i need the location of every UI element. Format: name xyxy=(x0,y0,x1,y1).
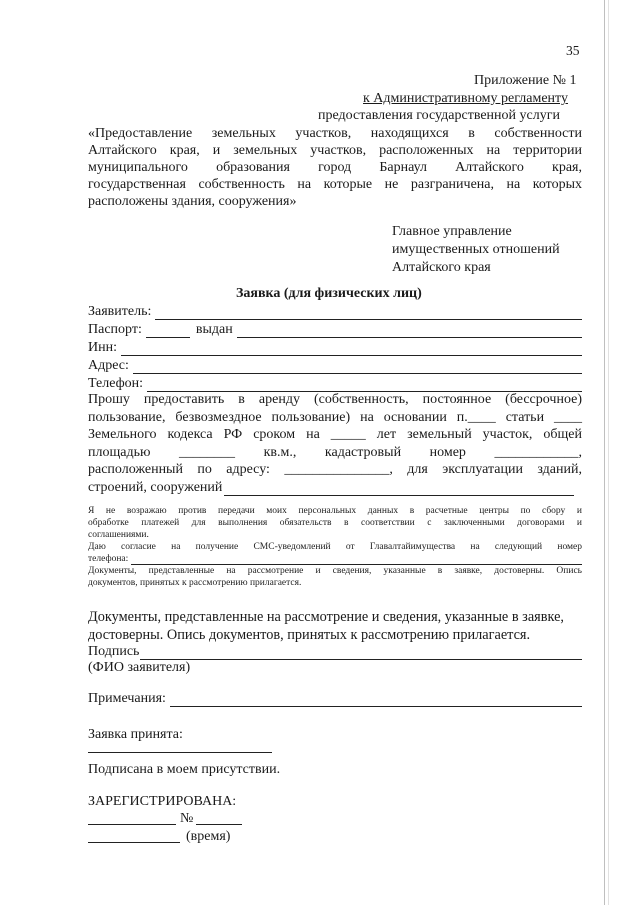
consent-phone-label: телефона: xyxy=(88,554,129,564)
appendix-line: Алтайского края, и земельных участков, расположенных на территории xyxy=(88,143,582,158)
applicant-line[interactable] xyxy=(155,306,582,320)
signature-field[interactable] xyxy=(88,642,582,660)
applicant-field[interactable] xyxy=(88,302,582,320)
address-field[interactable] xyxy=(88,356,582,374)
issued-label: выдан xyxy=(195,322,233,337)
passport-label: Паспорт: xyxy=(88,322,142,337)
declaration-line: Документы, представленные на рассмотрение и сведения, указанные в заявке, xyxy=(88,609,565,625)
signed-presence: Подписана в моем присутствии. xyxy=(88,762,281,777)
registered-time-line[interactable] xyxy=(88,842,180,843)
request-line: Прошу предоставить в аренду (собственность, постоянное (бессрочное) xyxy=(88,392,582,407)
registered-date-line[interactable] xyxy=(88,824,176,825)
consent-line: соглашениями. xyxy=(88,530,149,540)
phone-label: Телефон: xyxy=(88,376,144,391)
inn-field[interactable] xyxy=(88,338,582,356)
notes-label: Примечания: xyxy=(88,691,166,706)
consent-phone-row[interactable] xyxy=(88,553,582,565)
inn-line[interactable] xyxy=(121,342,582,356)
consent-line: Даю согласие на получение СМС-уведомлений от Главалтайимущества на следующий номер xyxy=(88,542,582,552)
request-last-label: строений, сооружений xyxy=(88,479,223,495)
signature-fio: (ФИО заявителя) xyxy=(88,660,191,675)
notes-line[interactable] xyxy=(170,693,582,707)
form-title: Заявка (для физических лиц) xyxy=(236,286,422,301)
applicant-label: Заявитель: xyxy=(88,304,152,319)
appendix-service: предоставления государственной услуги xyxy=(318,108,560,123)
registered-title: ЗАРЕГИСТРИРОВАНА: xyxy=(88,794,237,809)
request-last-line xyxy=(88,479,582,497)
passport-field[interactable] xyxy=(88,320,582,338)
consent-phone-line[interactable] xyxy=(131,555,582,565)
request-line: площадью ________ кв.м., кадастровый номер ____________, xyxy=(88,444,582,460)
passport-number-line[interactable] xyxy=(146,324,190,338)
declaration-line: достоверны. Опись документов, принятых к рассмотрению прилагается. xyxy=(88,627,531,643)
appendix-paragraph xyxy=(88,125,582,210)
signature-label: Подпись xyxy=(88,644,140,659)
signature-line[interactable] xyxy=(140,646,582,660)
appendix-line: муниципального образования город Барнаул Алтайского края, xyxy=(88,160,582,175)
appendix-line: «Предоставление земельных участков, находящихся в собственности xyxy=(88,126,582,141)
issued-line[interactable] xyxy=(237,324,582,338)
address-line[interactable] xyxy=(133,360,582,374)
appendix-line: государственная собственность на которые не разграничена, на которых xyxy=(88,177,582,192)
accepted-label: Заявка принята: xyxy=(88,727,183,742)
registered-time-label: (время) xyxy=(186,829,231,844)
notes-field[interactable] xyxy=(88,689,582,707)
request-paragraph xyxy=(88,391,582,496)
request-line: Земельного кодекса РФ сроком на _____ лет земельный участок, общей xyxy=(88,427,582,442)
scan-edge xyxy=(604,0,605,905)
consent-line: Я не возражаю против передачи моих персональных данных в расчетные центры по сбору и xyxy=(88,506,582,516)
request-line: пользование, безвозмездное пользование) на основании п.____ статьи ____ xyxy=(88,409,582,425)
phone-field[interactable] xyxy=(88,374,582,392)
registered-number-line[interactable] xyxy=(196,824,242,825)
page-number: 35 xyxy=(566,43,580,58)
registered-number-sign: № xyxy=(180,811,194,826)
appendix-line: расположены здания, сооружения» xyxy=(88,194,297,209)
phone-line[interactable] xyxy=(147,378,582,392)
addressee-line: Главное управление xyxy=(392,224,512,239)
request-line: расположенный по адресу: _______________, для эксплуатации зданий, xyxy=(88,462,582,477)
address-label: Адрес: xyxy=(88,358,129,373)
consent-block xyxy=(88,505,582,589)
appendix-title: Приложение № 1 xyxy=(474,73,577,88)
consent-line: документов, принятых к рассмотрению прилагается. xyxy=(88,578,302,588)
addressee-line: Алтайского края xyxy=(392,260,491,275)
consent-line: Документы, представленные на рассмотрение и сведения, указанные в заявке, достоверны. Опись xyxy=(88,566,582,576)
inn-label: Инн: xyxy=(88,340,117,355)
scan-edge-shadow xyxy=(608,0,609,905)
appendix-regulation: к Административному регламенту xyxy=(363,91,568,106)
request-last-fill[interactable] xyxy=(224,483,574,496)
accepted-line[interactable] xyxy=(88,752,272,753)
consent-line: обработке платежей для выполнения обязательств в соответствии с заключенными договорами и xyxy=(88,518,582,528)
addressee-line: имущественных отношений xyxy=(392,242,560,257)
